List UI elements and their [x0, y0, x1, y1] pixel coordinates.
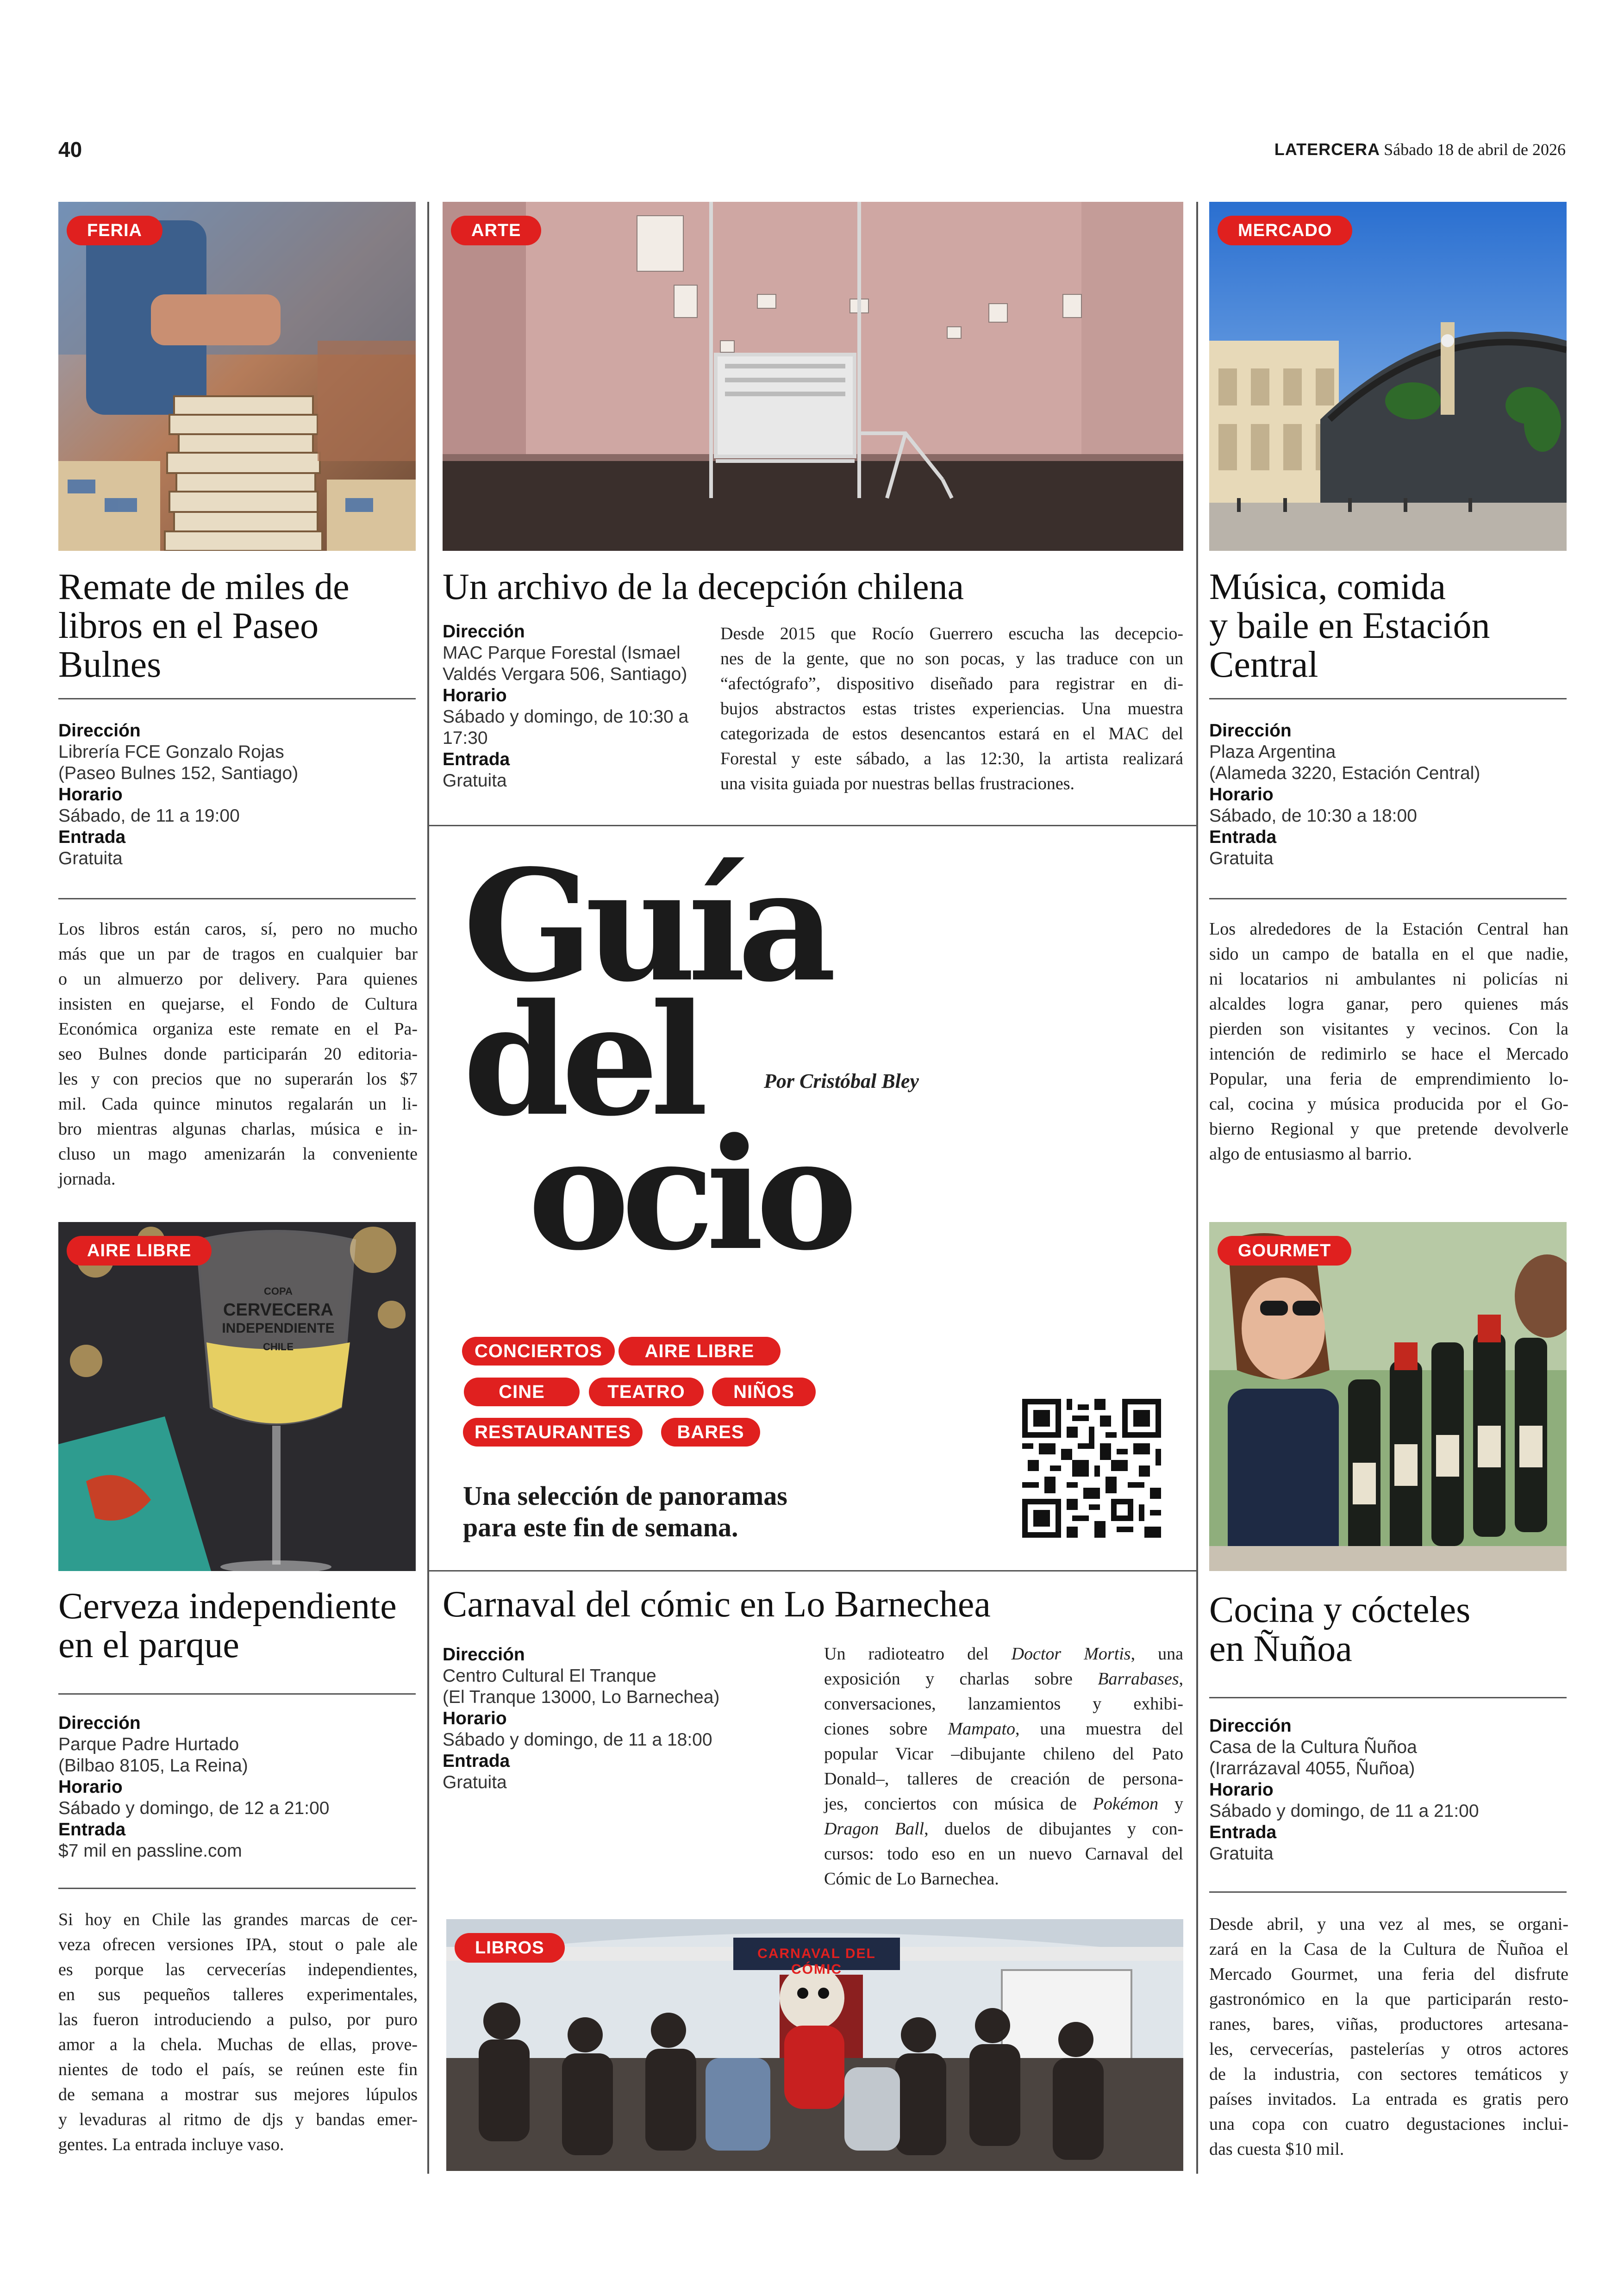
qr-code-icon[interactable]	[1022, 1399, 1161, 1538]
category-pill-restaurantes[interactable]: RESTAURANTES	[463, 1418, 643, 1447]
issue-date: Sábado 18 de abril de 2026	[1384, 140, 1566, 159]
guia-title-line1: Guía	[463, 836, 828, 1016]
page-number: 40	[58, 137, 82, 162]
mercado-title-rule	[1209, 698, 1567, 699]
arte-photo	[443, 202, 1183, 551]
gourmet-info: Dirección Casa de la Cultura Ñuñoa (Irarrázaval 4055, Ñuñoa) Horario Sábado y domingo, de 11 a 21:00 Entrada Gratuita	[1209, 1716, 1479, 1864]
masthead	[1274, 140, 1566, 159]
comic-photo	[446, 1919, 1183, 2171]
category-pill-bares[interactable]: BARES	[661, 1418, 760, 1447]
feria-category-tag: FERIA	[67, 216, 162, 245]
guia-box-bottom-rule	[428, 1570, 1197, 1572]
feria-title-rule	[58, 698, 416, 699]
mercado-body: Los alrededores de la Estación Central han sido un campo de batalla en el que nadie, ni locatarios ni ambulantes ni policías ni alcaldes logra ganar, pero quienes más pierden son visitantes y vecinos. Con la intención de redimirlo se hace el Mercado Popular, una feria de emprendimiento lo- cal, cocina y música producida por el Go- bierno Regional y que pretende devolverle algo de entusiasmo al barrio.	[1209, 919, 1568, 1164]
guia-box-top-rule	[428, 825, 1197, 826]
feria-body: Los libros están caros, sí, pero no mucho más que un par de tragos en cualquier bar o un almuerzo por delivery. Para quienes insisten en quejarse, el Fondo de Cultura Económica organiza este remate en el Pa- seo Bulnes donde participarán 20 editoria- les y con precios que no superarán los $7 mil. Cada quince minutos regalarán un li- bro mientras algunas charlas, música e in- cluso un mago amenizarán la conveniente jornada.	[58, 919, 418, 1189]
comic-category-tag: LIBROS	[455, 1933, 565, 1963]
arte-category-tag: ARTE	[451, 216, 541, 245]
comic-title: Carnaval del cómic en Lo Barnechea	[443, 1584, 991, 1625]
arte-body: Desde 2015 que Rocío Guerrero escucha las decepcio- nes de la gente, que no son pocas, y las traduce con un “afectógrafo”, dispositivo diseñado para registrar en di- bujos abstractos estas tristes experiencias. Una muestra categorizada de estos desencantos estará en el MAC del Forestal y este sábado, a las 12:30, la artista realizará una visita guiada por nuestras bellas frustraciones.	[720, 624, 1183, 793]
guia-tagline: Una selección de panoramas para este fin de semana.	[463, 1481, 787, 1542]
guia-title-line2: del	[463, 970, 700, 1150]
cerveza-title-rule	[58, 1693, 416, 1695]
arte-info: Dirección MAC Parque Forestal (Ismael Valdés Vergara 506, Santiago) Horario Sábado y domingo, de 10:30 a 17:30 Entrada Gratuita	[443, 622, 689, 791]
mercado-category-tag: MERCADO	[1218, 216, 1352, 245]
comic-info: Dirección Centro Cultural El Tranque (El Tranque 13000, Lo Barnechea) Horario Sábado y domingo, de 11 a 18:00 Entrada Gratuita	[443, 1645, 720, 1792]
guia-title-line3: ocio	[528, 1104, 849, 1284]
feria-info: Dirección Librería FCE Gonzalo Rojas (Paseo Bulnes 152, Santiago) Horario Sábado, de 11 a 19:00 Entrada Gratuita	[58, 721, 299, 868]
cerveza-info-rule	[58, 1888, 416, 1889]
cerveza-body: Si hoy en Chile las grandes marcas de cer- veza ofrecen versiones IPA, stout o pale ale es porque las cervecerías independientes, en sus pequeños talleres experimentales, las fueron introduciendo a pulso, por puro amor a la chela. Muchas de ellas, prove- nientes de todo el país, se reúnen este fin de semana a mostrar sus mejores lúpulos y levaduras al ritmo de djs y bandas emer- gentes. La entrada incluye vaso.	[58, 1910, 418, 2154]
mercado-photo	[1209, 202, 1567, 551]
category-pill-aire-libre[interactable]: AIRE LIBRE	[618, 1337, 781, 1366]
comic-banner: CARNAVAL DEL CÓMIC	[757, 1946, 876, 1977]
gourmet-photo	[1209, 1222, 1567, 1571]
category-pill-cine[interactable]: CINE	[464, 1378, 580, 1406]
cerveza-title: Cerveza independiente en el parque	[58, 1586, 397, 1665]
category-pill-conciertos[interactable]: CONCIERTOS	[462, 1337, 615, 1366]
cerveza-photo	[58, 1222, 416, 1571]
comic-body: Un radioteatro del Doctor Mortis, una exposición y charlas sobre Barrabases, conversaciones, lanzamientos y exhibi- ciones sobre Mampato, una muestra del popular Vicar –dibujante chileno del Pato Donald–, talleres de creación de persona- jes, conciertos con música de Pokémon y Dragon Ball, duelos de dibujantes y con- cursos: todo eso en un nuevo Carnaval del Cómic de Lo Barnechea.	[824, 1644, 1184, 1889]
cerveza-info: Dirección Parque Padre Hurtado (Bilbao 8105, La Reina) Horario Sábado y domingo, de 12 a 21:00 Entrada $7 mil en passline.com	[58, 1713, 330, 1861]
column-rule-right	[1196, 202, 1198, 2174]
gourmet-title: Cocina y cócteles en Ñuñoa	[1209, 1590, 1471, 1669]
glass-logo: COPA CERVECERA INDEPENDIENTE CHILE	[222, 1285, 335, 1353]
category-pill-teatro[interactable]: TEATRO	[589, 1378, 704, 1406]
feria-title: Remate de miles de libros en el Paseo Bulnes	[58, 567, 350, 685]
mercado-info: Dirección Plaza Argentina (Alameda 3220, Estación Central) Horario Sábado, de 10:30 a 18:00 Entrada Gratuita	[1209, 721, 1480, 868]
feria-info-rule	[58, 898, 416, 899]
cerveza-category-tag: AIRE LIBRE	[67, 1236, 212, 1266]
gourmet-title-rule	[1209, 1697, 1567, 1698]
mercado-title: Música, comida y baile en Estación Central	[1209, 567, 1490, 685]
category-pill-ninos[interactable]: NIÑOS	[712, 1378, 816, 1406]
gourmet-body: Desde abril, y una vez al mes, se organi- zará en la Casa de la Cultura de Ñuñoa el Mercado Gourmet, una feria del disfrute gastronómico en la que participarán resto- ranes, bares, viñas, productores artesana- les, cervecerías, pastelerías y otros actores de la industria, con sectores temáticos y países invitados. La entrada es gratis pero una copa con cuatro degustaciones inclui- das cuesta $10 mil.	[1209, 1915, 1568, 2159]
guia-byline: Por Cristóbal Bley	[764, 1070, 919, 1092]
gourmet-info-rule	[1209, 1891, 1567, 1893]
gourmet-category-tag: GOURMET	[1218, 1236, 1351, 1266]
feria-photo	[58, 202, 416, 551]
brand-logo: LATERCERA	[1274, 140, 1380, 159]
column-rule-left	[427, 202, 429, 2174]
arte-title: Un archivo de la decepción chilena	[443, 567, 964, 607]
mercado-info-rule	[1209, 898, 1567, 899]
